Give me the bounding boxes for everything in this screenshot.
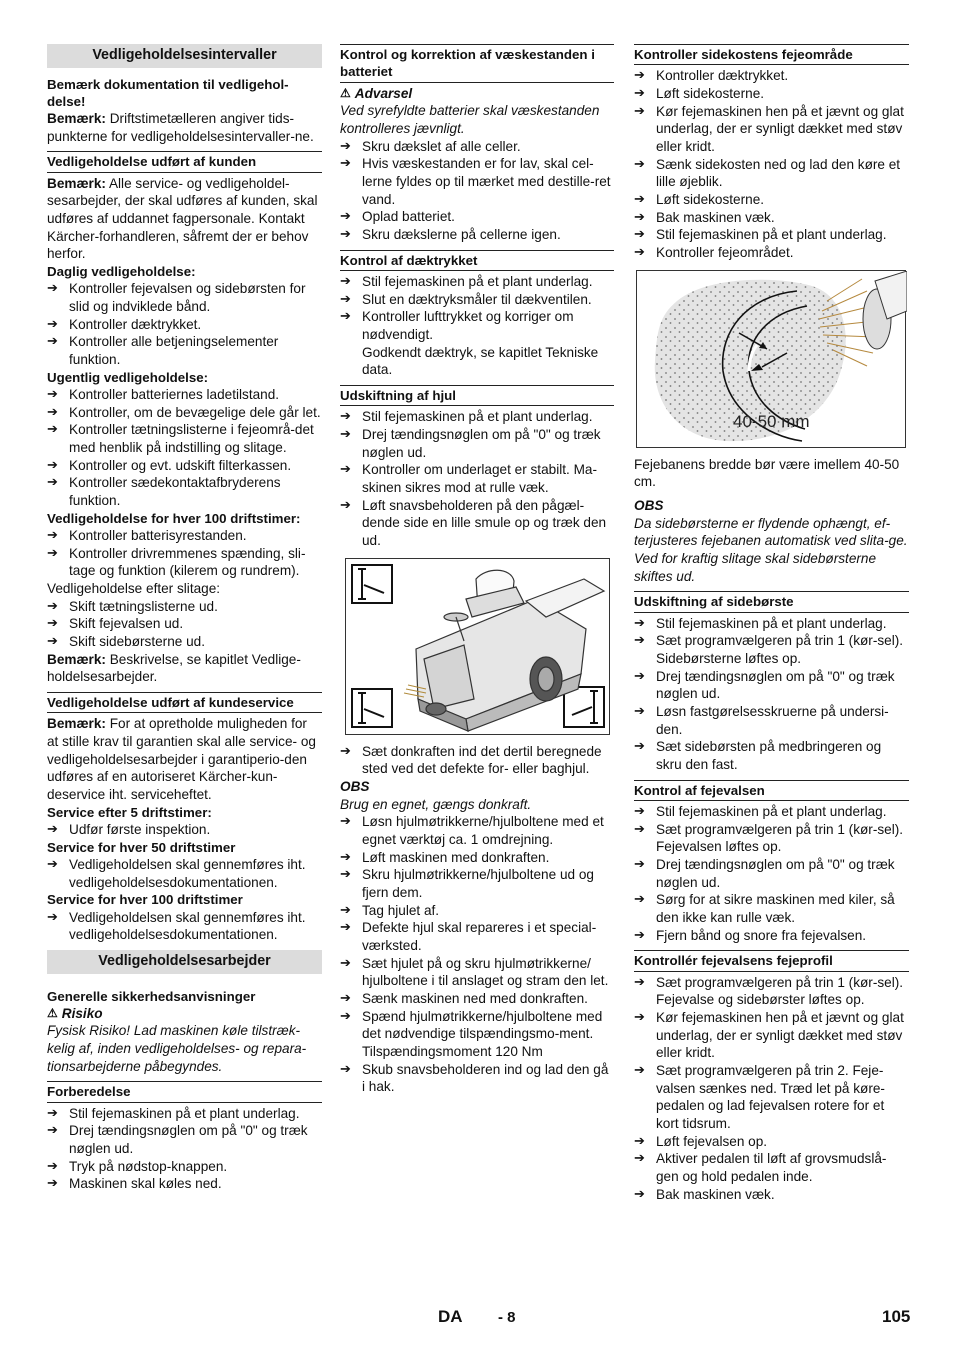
list-item-text: Skru hjulmøtrikkerne/hjulboltene ud og fjern dem. <box>362 867 594 900</box>
arrow-bullet-icon: ➔ <box>634 244 645 259</box>
heading-wheel-replacement: Udskiftning af hjul <box>340 385 614 406</box>
arrow-bullet-icon: ➔ <box>47 1157 58 1173</box>
arrow-bullet-icon: ➔ <box>634 802 645 818</box>
list-item-text: Kontroller, om de bevægelige dele går let. <box>69 404 321 420</box>
list-item <box>47 386 322 404</box>
warning-label: ⚠ Advarsel <box>340 85 413 101</box>
list-item-text: Løsn hjulmøtrikkerne/hjulboltene med et egnet værktøj ca. 1 omdrejning. <box>362 814 604 847</box>
footer-language: DA <box>438 1307 463 1326</box>
list-item <box>340 1008 614 1043</box>
list-item-text: Skru dækslerne på cellerne igen. <box>362 226 561 242</box>
list-item-text: Stil fejemaskinen på et plant underlag. <box>656 803 887 819</box>
list-item <box>47 1105 322 1123</box>
arrow-bullet-icon: ➔ <box>634 155 645 171</box>
arrow-bullet-icon: ➔ <box>634 820 645 836</box>
list-item-text: Fjern bånd og snore fra fejevalsen. <box>656 927 867 943</box>
list-item <box>47 527 322 545</box>
list-item <box>340 919 614 954</box>
list-item-text: Sæt hjulet på og skru hjulmøtrikkerne/ hjulboltene i til anslaget og stram den let. <box>362 955 609 989</box>
arrow-bullet-icon: ➔ <box>634 856 645 871</box>
warning-triangle-icon: ⚠ <box>340 85 351 100</box>
arrow-bullet-icon: ➔ <box>47 597 58 613</box>
list-item <box>47 280 322 315</box>
section-title-maintenance-intervals: Vedligeholdelsesintervaller <box>47 44 322 68</box>
list-item-text: Løft snavsbeholderen på den pågæl-dende side en lille smule op og træk den ud. <box>362 497 607 548</box>
arrow-bullet-icon: ➔ <box>47 1175 58 1191</box>
list-item-text: Sæt programvælgeren på trin 1 (kør-sel). Fejevalsen løftes op. <box>656 821 904 855</box>
obs-side-brush-text: Da sidebørsterne er flydende ophængt, ef-terjusteres fejebanen automatisk ved slita-ge. Ved for kraftig slitage skal sidebørsterne skiftes ud. <box>634 515 908 584</box>
list-item-text: Drej tændingsnøglen om på "0" og træk nøglen ud. <box>362 426 601 460</box>
arrow-bullet-icon: ➔ <box>634 84 645 100</box>
list-item <box>47 633 322 651</box>
arrow-bullet-icon: ➔ <box>47 474 58 490</box>
list-item <box>340 226 614 244</box>
weekly-list <box>47 386 322 510</box>
weekly-maintenance-title: Ugentlig vedligeholdelse: <box>47 369 209 385</box>
column-middle <box>340 44 614 1096</box>
arrow-bullet-icon: ➔ <box>634 926 645 942</box>
heading-preparation: Forberedelse <box>47 1081 322 1102</box>
arrow-bullet-icon: ➔ <box>340 425 351 441</box>
arrow-bullet-icon: ➔ <box>47 527 58 543</box>
customer-maintenance-note: Bemærk: Alle service- og vedligeholdel-sesarbejder, der skal udføres af kunden, skal udføres af uddannet fagpersonale. Kontakt Kärcher-forhandleren, såfremt der er behov herfor. <box>47 175 318 262</box>
list-item <box>340 308 614 343</box>
service-5h-list <box>47 821 322 839</box>
list-item-text: Drej tændingsnøglen om på "0" og træk nøglen ud. <box>69 1123 308 1157</box>
list-item <box>47 598 322 616</box>
wear-list <box>47 598 322 651</box>
heading-customer-service: Vedligeholdelse udført af kundeservice <box>47 692 322 713</box>
tire-pressure-reference: Godkendt dæktryk, se kapitlet Tekniske data. <box>362 344 599 378</box>
list-item <box>340 990 614 1008</box>
risk-label: ⚠ Risiko <box>47 1005 103 1021</box>
list-item <box>634 891 909 926</box>
heading-side-brush-replacement: Udskiftning af sidebørste <box>634 591 909 612</box>
list-item-text: Defekte hjul skal repareres i et special-værksted. <box>362 920 597 953</box>
list-item <box>340 408 614 426</box>
service-50h-list <box>47 856 322 891</box>
list-item-text: Kontroller batterisyrestanden. <box>69 528 247 544</box>
column-right <box>634 44 909 1203</box>
section-title-maintenance-work: Vedligeholdelsesarbejder <box>47 950 322 974</box>
arrow-bullet-icon: ➔ <box>634 1132 645 1148</box>
sweeper-machine-illustration <box>346 559 611 736</box>
list-item-text: Stil fejemaskinen på et plant underlag. <box>656 227 887 243</box>
list-item <box>340 955 614 990</box>
hundred-hours-title: Vedligeholdelse for hver 100 driftstimer: <box>47 510 301 526</box>
list-item-text: Skift sidebørsterne ud. <box>69 634 205 650</box>
list-item-text: Sænk sidekosten ned og lad den køre et lille øjeblik. <box>656 156 901 190</box>
list-item-text: Løft sidekosterne. <box>656 191 765 207</box>
list-item <box>340 291 614 309</box>
list-item <box>634 1062 909 1133</box>
arrow-bullet-icon: ➔ <box>340 989 351 1005</box>
arrow-bullet-icon: ➔ <box>634 891 645 907</box>
arrow-bullet-icon: ➔ <box>340 208 351 224</box>
list-item-text: Vedligeholdelsen skal gennemføres iht. vedligeholdelsesdokumentationen. <box>69 856 306 890</box>
list-item <box>47 856 322 891</box>
list-item-text: Sæt donkraften ind det dertil beregnede sted ved det defekte for- eller baghjul. <box>362 743 602 777</box>
arrow-bullet-icon: ➔ <box>340 848 351 864</box>
arrow-bullet-icon: ➔ <box>47 615 58 631</box>
list-item-text: Aktiver pedalen til løft af grovsmudslå-gen og hold pedalen inde. <box>656 1151 887 1185</box>
list-item <box>47 1158 322 1176</box>
tire-list <box>340 273 614 344</box>
list-item-text: Løft sidekosterne. <box>656 85 765 101</box>
daily-list <box>47 280 322 368</box>
column-left <box>47 44 322 1193</box>
list-item <box>634 244 909 262</box>
arrow-bullet-icon: ➔ <box>340 954 351 970</box>
arrow-bullet-icon: ➔ <box>340 308 351 324</box>
arrow-bullet-icon: ➔ <box>634 208 645 224</box>
list-item <box>634 803 909 821</box>
arrow-bullet-icon: ➔ <box>47 421 58 437</box>
list-item <box>340 138 614 156</box>
arrow-bullet-icon: ➔ <box>340 272 351 288</box>
list-item <box>634 668 909 703</box>
list-item <box>634 974 909 1009</box>
arrow-bullet-icon: ➔ <box>340 919 351 935</box>
list-item-text: Tryk på nødstop-knappen. <box>69 1158 228 1174</box>
list-item <box>634 226 909 244</box>
list-item-text: Stil fejemaskinen på et plant underlag. <box>656 615 887 631</box>
list-item-text: Løft maskinen med donkraften. <box>362 849 550 865</box>
arrow-bullet-icon: ➔ <box>47 315 58 331</box>
risk-text: Fysisk Risiko! Lad maskinen køle tilstræk-kelig af, inden vedligeholdelses- og repara-tionsarbejderne påbegyndes. <box>47 1023 307 1074</box>
list-item-text: Skift fejevalsen ud. <box>69 616 184 632</box>
list-item-text: Stil fejemaskinen på et plant underlag. <box>362 273 593 289</box>
footer-page-number: 105 <box>882 1307 911 1326</box>
list-item-text: Tag hjulet af. <box>362 902 440 918</box>
list-item-text: Kontroller sædekontaktafbryderens funktion. <box>69 475 281 509</box>
sweep-pattern-illustration <box>637 271 907 449</box>
arrow-bullet-icon: ➔ <box>634 632 645 648</box>
arrow-bullet-icon: ➔ <box>47 633 58 649</box>
arrow-bullet-icon: ➔ <box>340 742 351 758</box>
arrow-bullet-icon: ➔ <box>340 137 351 153</box>
list-item <box>634 67 909 85</box>
sweep-width-caption: Fejebanens bredde bør være imellem 40-50 cm. <box>634 456 900 490</box>
list-item <box>47 1122 322 1157</box>
documentation-note-heading: Bemærk dokumentation til vedligehol-delse! <box>47 76 289 109</box>
list-item-text: Kontroller lufttrykket og korriger om nødvendigt. <box>362 309 574 342</box>
arrow-bullet-icon: ➔ <box>634 226 645 242</box>
list-item <box>47 421 322 456</box>
list-item <box>340 866 614 901</box>
list-item <box>47 457 322 475</box>
roller-profile-list <box>634 974 909 1204</box>
list-item <box>47 333 322 368</box>
arrow-bullet-icon: ➔ <box>47 1104 58 1120</box>
list-item <box>634 738 909 773</box>
heading-customer-maintenance: Vedligeholdelse udført af kunden <box>47 151 322 172</box>
list-item-text: Kør fejemaskinen hen på et jævnt og glat underlag, der er synligt dækket med støv eller kridt. <box>656 103 904 154</box>
list-item-text: Vedligeholdelsen skal gennemføres iht. vedligeholdelsesdokumentationen. <box>69 909 306 943</box>
list-item <box>634 1133 909 1151</box>
safety-instructions-title: Generelle sikkerhedsanvisninger <box>47 988 256 1004</box>
arrow-bullet-icon: ➔ <box>47 456 58 472</box>
hundred-hours-list <box>47 527 322 580</box>
list-item-text: Sæt sidebørsten på medbringeren og skru den fast. <box>656 739 882 773</box>
list-item-text: Kontroller fejevalsen og sidebørsten for slid og indviklede bånd. <box>69 281 306 315</box>
list-item <box>340 155 614 208</box>
arrow-bullet-icon: ➔ <box>634 1150 645 1166</box>
list-item-text: Kontroller om underlaget er stabilt. Ma-skinen sikres mod at rulle væk. <box>362 462 597 495</box>
list-item <box>340 426 614 461</box>
list-item-text: Skub snavsbeholderen ind og lad den gå i hak. <box>362 1061 609 1095</box>
arrow-bullet-icon: ➔ <box>634 738 645 754</box>
arrow-bullet-icon: ➔ <box>634 190 645 206</box>
obs-label: OBS <box>634 498 664 514</box>
list-item-text: Spænd hjulmøtrikkerne/hjulboltene med det nødvendige tilspændingsmo-ment. <box>362 1008 603 1042</box>
service-50h-title: Service for hver 50 driftstimer <box>47 839 236 855</box>
list-item-text: Kontroller dæktrykket. <box>69 316 202 332</box>
preparation-list <box>47 1105 322 1193</box>
arrow-bullet-icon: ➔ <box>634 1008 645 1024</box>
arrow-bullet-icon: ➔ <box>634 1185 645 1201</box>
list-item-text: Drej tændingsnøglen om på "0" og træk nøglen ud. <box>656 668 895 702</box>
list-item <box>634 821 909 856</box>
list-item <box>634 1150 909 1185</box>
list-item-text: Slut en dæktryksmåler til dækventilen. <box>362 291 592 307</box>
heading-battery-fluid: Kontrol og korrektion af væskestanden i batteriet <box>340 44 614 83</box>
list-item <box>634 856 909 891</box>
arrow-bullet-icon: ➔ <box>340 461 351 477</box>
sweep-width-figure <box>636 270 906 448</box>
list-item <box>634 1009 909 1062</box>
wear-maintenance-title: Vedligeholdelse efter slitage: <box>47 581 221 597</box>
arrow-bullet-icon: ➔ <box>340 290 351 306</box>
list-item-text: Sænk maskinen ned med donkraften. <box>362 990 588 1006</box>
arrow-bullet-icon: ➔ <box>340 813 351 829</box>
list-item <box>340 497 614 550</box>
warning-triangle-icon: ⚠ <box>47 1005 58 1020</box>
list-item <box>340 902 614 920</box>
warning-text: Ved syrefyldte batterier skal væskestanden kontrolleres jævnligt. <box>340 103 600 136</box>
list-item-text: Løft fejevalsen op. <box>656 1133 768 1149</box>
arrow-bullet-icon: ➔ <box>47 855 58 871</box>
arrow-bullet-icon: ➔ <box>634 614 645 630</box>
arrow-bullet-icon: ➔ <box>47 821 58 836</box>
side-brush-replace-list <box>634 615 909 774</box>
arrow-bullet-icon: ➔ <box>634 102 645 118</box>
list-item-text: Hvis væskestanden er for lav, skal cel-lerne fyldes op til mærket med destille-ret vand. <box>362 156 611 207</box>
jack-point-icon <box>564 687 604 727</box>
service-100h-list <box>47 909 322 944</box>
footer-section-page: - 8 <box>498 1309 516 1326</box>
list-item-text: Stil fejemaskinen på et plant underlag. <box>69 1105 300 1121</box>
list-item-text: Maskinen skal køles ned. <box>69 1176 222 1192</box>
obs-jack-text: Brug en egnet, gængs donkraft. <box>340 796 532 812</box>
list-item-text: Kontroller drivremmenes spænding, sli-tage og funktion (kilerem og rundrem). <box>69 545 306 579</box>
list-item <box>47 545 322 580</box>
list-item <box>340 813 614 848</box>
arrow-bullet-icon: ➔ <box>47 1122 58 1138</box>
wear-note: Bemærk: Beskrivelse, se kapitlet Vedlige-holdelsesarbejder. <box>47 651 301 685</box>
arrow-bullet-icon: ➔ <box>340 225 351 241</box>
list-item <box>634 85 909 103</box>
arrow-bullet-icon: ➔ <box>340 496 351 512</box>
list-item-text: Skru dækslet af alle celler. <box>362 138 521 154</box>
list-item <box>340 849 614 867</box>
list-item-text: Sæt programvælgeren på trin 1 (kør-sel). Sidebørsterne løftes op. <box>656 633 904 666</box>
arrow-bullet-icon: ➔ <box>634 1062 645 1077</box>
list-item <box>634 209 909 227</box>
customer-service-note: Bemærk: For at opretholde muligheden for at stille krav til garantien skal alle service- og vedligeholdelsesarbejder i garantiperio-den udføres af en autoriseret Kärcher-kun-deservice iht. serviceheftet. <box>47 716 316 803</box>
arrow-bullet-icon: ➔ <box>47 544 58 560</box>
sweep-width-label: 40-50 mm <box>733 411 810 431</box>
hour-meter-note: Bemærk: Driftstimetælleren angiver tids-punkterne for vedligeholdelsesintervaller-ne. <box>47 111 314 144</box>
list-item <box>47 316 322 334</box>
heading-roller-profile: Kontrollér fejevalsens fejeprofil <box>634 950 909 971</box>
list-item <box>47 615 322 633</box>
side-brush-list <box>634 67 909 261</box>
list-item <box>340 461 614 496</box>
list-item <box>634 632 909 667</box>
list-item-text: Oplad batteriet. <box>362 209 455 225</box>
obs-label: OBS <box>340 778 370 794</box>
list-item <box>634 1186 909 1204</box>
jack-points-figure <box>345 558 610 735</box>
arrow-bullet-icon: ➔ <box>634 667 645 683</box>
arrow-bullet-icon: ➔ <box>634 67 645 83</box>
wheel-list-2 <box>340 743 614 778</box>
list-item-text: Udfør første inspektion. <box>69 822 211 837</box>
list-item <box>47 1175 322 1193</box>
list-item-text: Drej tændingsnøglen om på "0" og træk nøglen ud. <box>656 857 895 890</box>
service-5h-title: Service efter 5 driftstimer: <box>47 804 212 820</box>
list-item <box>634 615 909 633</box>
arrow-bullet-icon: ➔ <box>340 155 351 171</box>
list-item <box>340 743 614 778</box>
list-item-text: Skift tætningslisterne ud. <box>69 598 218 614</box>
arrow-bullet-icon: ➔ <box>340 1007 351 1023</box>
list-item <box>634 191 909 209</box>
arrow-bullet-icon: ➔ <box>47 403 58 419</box>
battery-list <box>340 138 614 244</box>
list-item-text: Løsn fastgørelsesskruerne på undersi-den. <box>656 704 889 737</box>
arrow-bullet-icon: ➔ <box>340 408 351 424</box>
list-item-text: Sæt programvælgeren på trin 1 (kør-sel). Fejevalse og sidebørster løftes op. <box>656 974 904 1008</box>
list-item <box>634 103 909 156</box>
arrow-bullet-icon: ➔ <box>340 901 351 917</box>
arrow-bullet-icon: ➔ <box>634 703 645 719</box>
list-item <box>340 273 614 291</box>
jack-point-icon <box>352 689 392 727</box>
heading-tire-pressure: Kontrol af dæktrykket <box>340 250 614 271</box>
list-item <box>634 927 909 945</box>
list-item-text: Sæt programvælgeren på trin 2. Feje-valsen sænkes ned. Træd let på køre-pedalen og lad fejevalsen rotere for et kort tidsrum. <box>656 1063 885 1132</box>
list-item-text: Bak maskinen væk. <box>656 209 775 225</box>
torque-value: Tilspændingsmoment 120 Nm <box>362 1044 543 1059</box>
jack-point-icon <box>352 565 392 603</box>
arrow-bullet-icon: ➔ <box>47 333 58 349</box>
wheel-list-4 <box>340 1061 614 1096</box>
wheel-list-1 <box>340 408 614 549</box>
heading-roller-check: Kontrol af fejevalsen <box>634 780 909 801</box>
arrow-bullet-icon: ➔ <box>47 280 58 296</box>
list-item <box>47 474 322 509</box>
heading-side-brush-area: Kontroller sidekostens fejeområde <box>634 44 909 65</box>
list-item <box>47 821 322 839</box>
service-100h-title: Service for hver 100 driftstimer <box>47 892 243 908</box>
list-item <box>634 156 909 191</box>
arrow-bullet-icon: ➔ <box>47 386 58 402</box>
list-item <box>340 1061 614 1096</box>
arrow-bullet-icon: ➔ <box>340 866 351 882</box>
wheel-list-3 <box>340 813 614 1043</box>
list-item-text: Sørg for at sikre maskinen med kiler, så den ikke kan rulle væk. <box>656 892 895 926</box>
list-item <box>47 909 322 944</box>
daily-maintenance-title: Daglig vedligeholdelse: <box>47 264 196 280</box>
list-item-text: Stil fejemaskinen på et plant underlag. <box>362 409 593 425</box>
list-item <box>47 404 322 422</box>
list-item-text: Kontroller batteriernes ladetilstand. <box>69 387 280 403</box>
list-item-text: Kontroller fejeområdet. <box>656 245 794 260</box>
list-item-text: Kontroller og evt. udskift filterkassen. <box>69 457 292 473</box>
arrow-bullet-icon: ➔ <box>340 1060 351 1076</box>
list-item-text: Kontroller alle betjeningselementer funktion. <box>69 334 279 368</box>
list-item <box>634 703 909 738</box>
roller-check-list <box>634 803 909 944</box>
list-item-text: Bak maskinen væk. <box>656 1186 775 1202</box>
arrow-bullet-icon: ➔ <box>634 973 645 989</box>
list-item-text: Kør fejemaskinen hen på et jævnt og glat underlag, der er synligt dækket med støv eller kridt. <box>656 1009 904 1061</box>
list-item <box>340 208 614 226</box>
arrow-bullet-icon: ➔ <box>47 908 58 924</box>
list-item-text: Kontroller dæktrykket. <box>656 68 789 84</box>
list-item-text: Kontroller tætningslisterne i fejeområ-det med henblik på indstilling og slitage. <box>69 422 314 456</box>
